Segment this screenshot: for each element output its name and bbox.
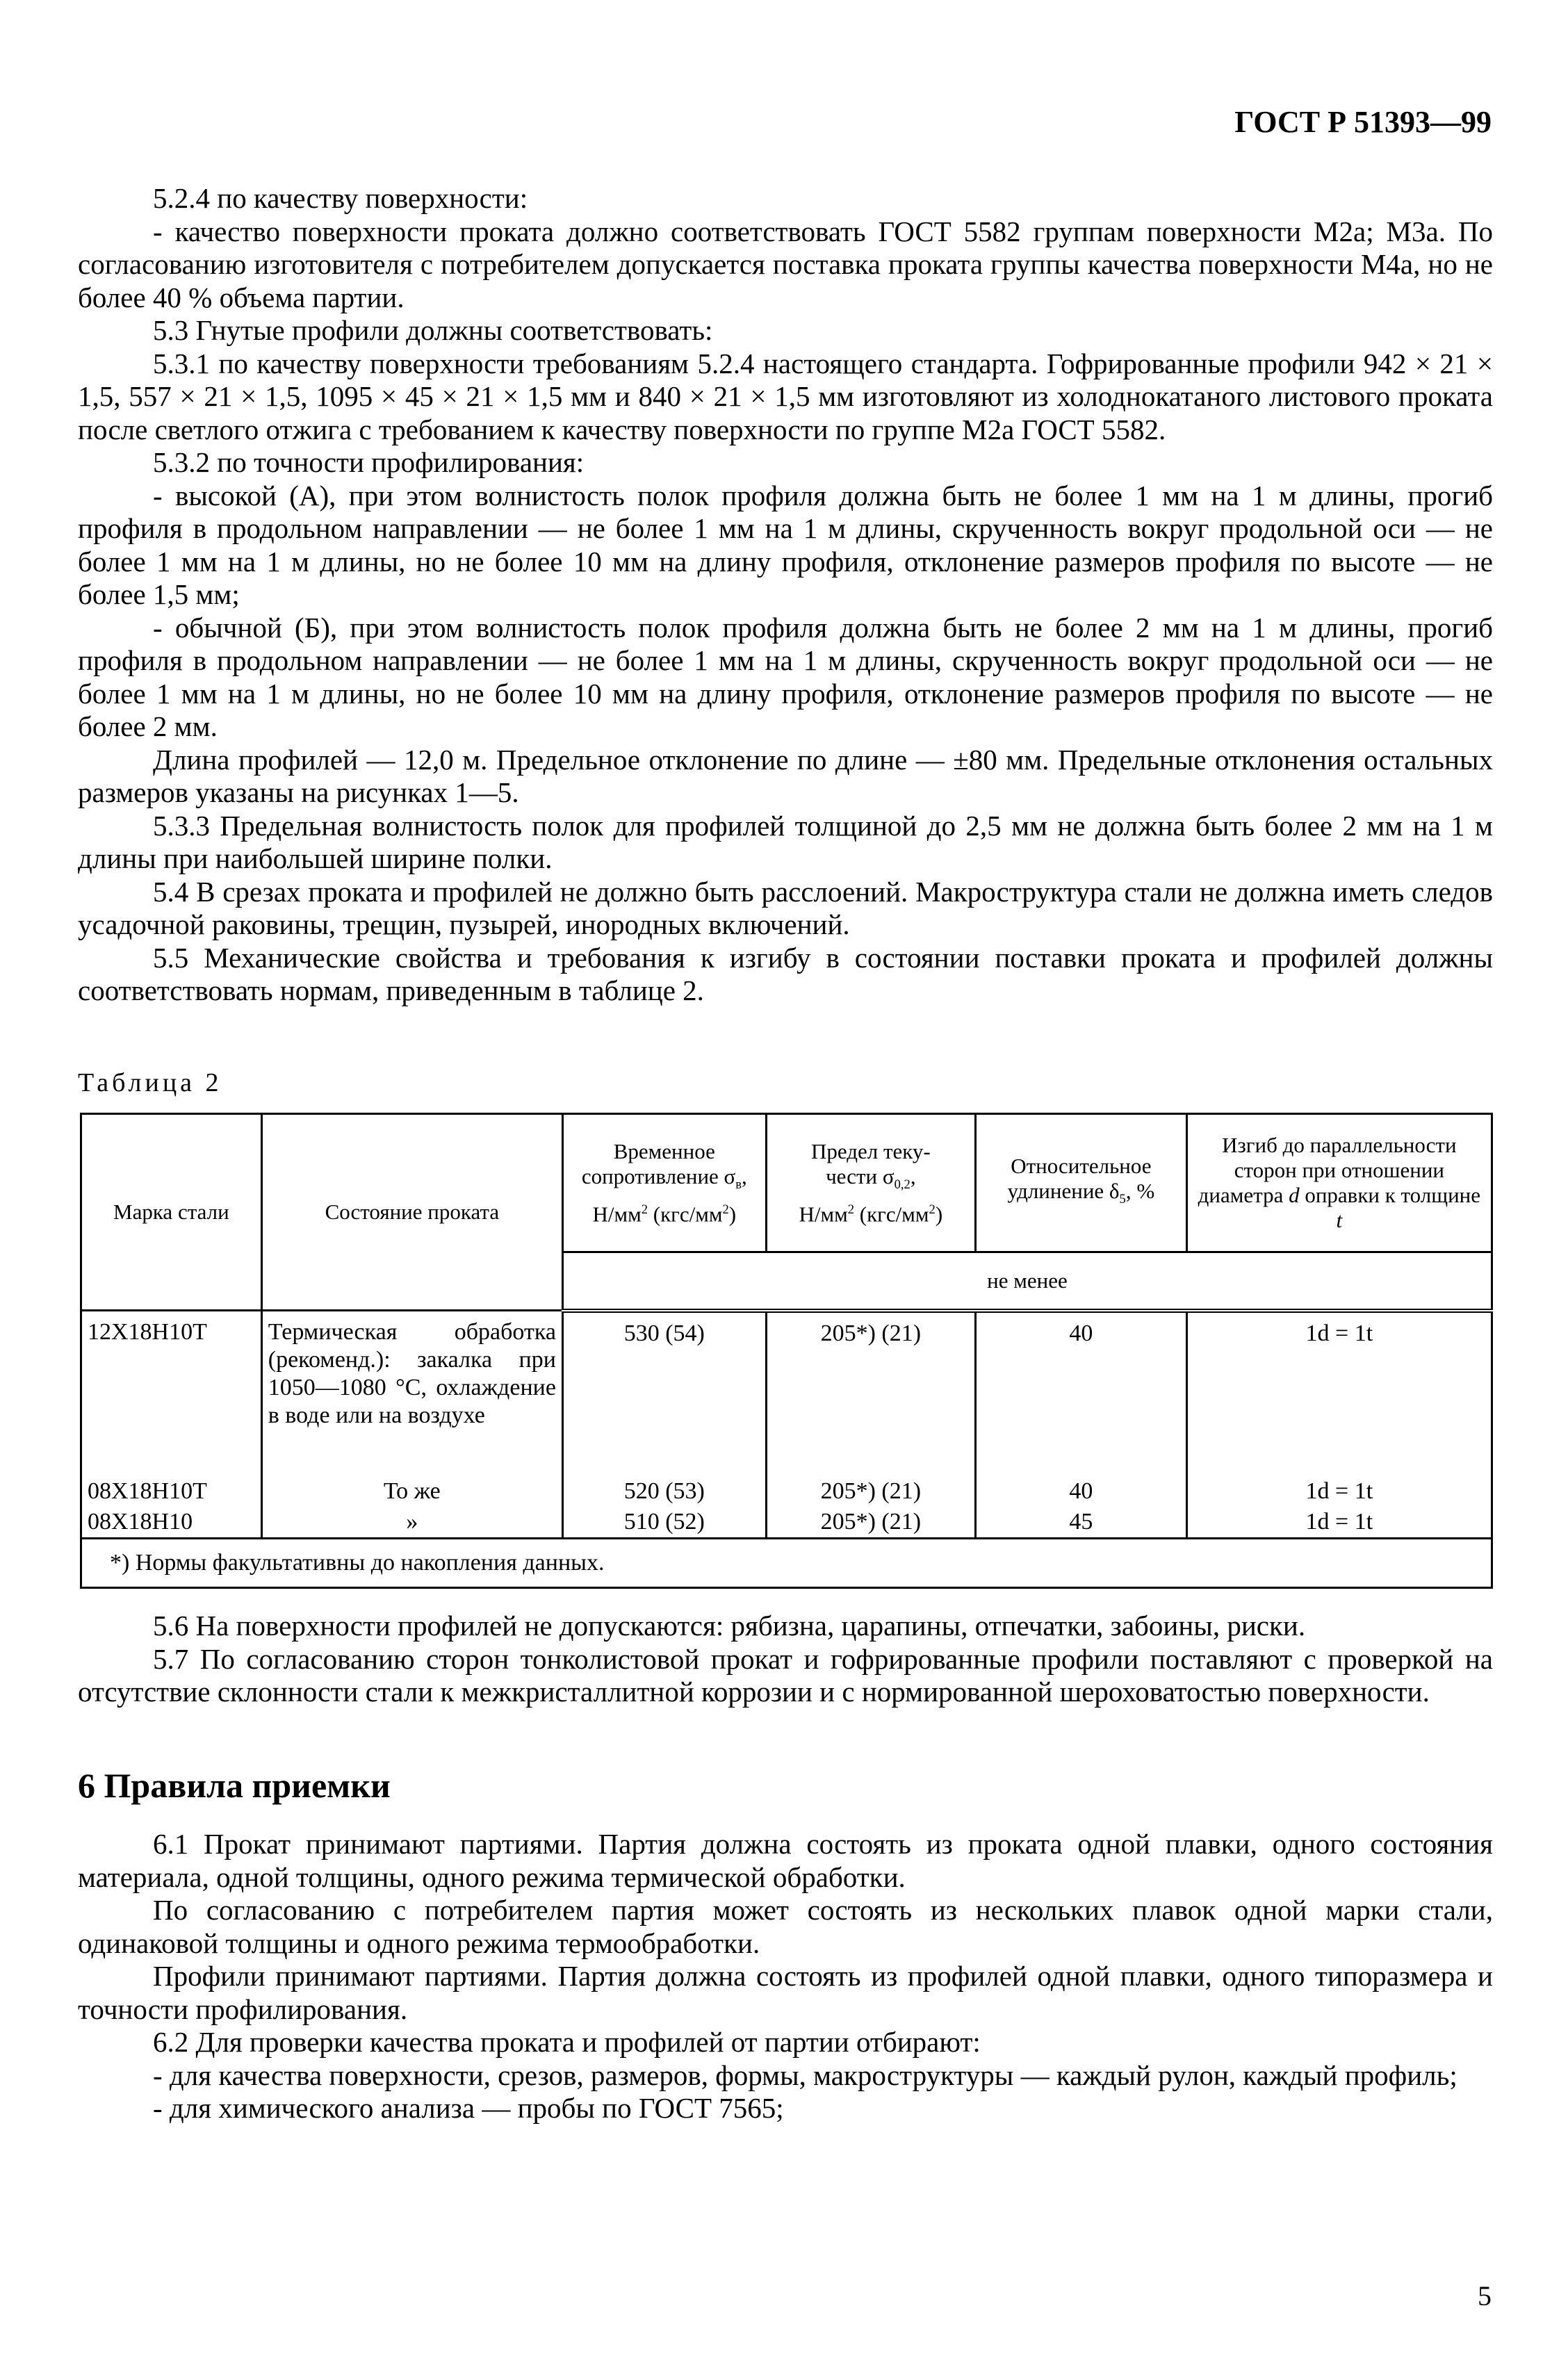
table-caption: Таблица 2 xyxy=(78,1068,222,1097)
table-cell: То же xyxy=(261,1476,562,1507)
header-elongation: Относительное удлинение $\delta_5$, % xyxy=(976,1114,1187,1252)
table-footnote: *) Нормы факультативны до накопления данных. xyxy=(81,1538,1492,1587)
table-cell: » xyxy=(261,1507,562,1539)
section-5-2-text xyxy=(78,182,1493,1008)
paragraph: Длина профилей — 12,0 м. Предельное отклонение по длине — ±80 мм. Предельные отклонения остальных размеров указаны на рисунках 1—5. xyxy=(78,743,1493,808)
header-tensile: Временное сопротивление $\sigma_в$, $Н/мм^2$ $(кгс/мм^2)$ xyxy=(562,1114,766,1252)
table-row xyxy=(81,1507,1492,1539)
paragraph: - для химического анализа — пробы по ГОСТ 7565; xyxy=(153,2092,784,2124)
table-2 xyxy=(80,1113,1493,1589)
section-6-text xyxy=(78,1828,1493,2125)
paragraph: - обычной (Б), при этом волнистость полок профиля должна быть не более 2 мм на 1 м длины, прогиб профиля в продольном направлении — не более 1 мм на 1 м длины, скрученность вокруг продольной оси — не более 1 мм на 1 м длины, но не более 10 мм на длину профиля, отклонение размеров профиля по высоте — не более 2 мм. xyxy=(78,611,1493,742)
table-cell: 205*) (21) xyxy=(766,1476,975,1507)
table-cell: 1d = 1t xyxy=(1186,1476,1492,1507)
table-cell: 40 xyxy=(976,1476,1187,1507)
table-cell: 12Х18Н10Т xyxy=(81,1311,262,1476)
paragraph: 5.3 Гнутые профили должны соответствовать: xyxy=(153,314,713,346)
paragraph: 6.2 Для проверки качества проката и профилей от партии отбирают: xyxy=(153,2026,981,2058)
document-code: ГОСТ Р 51393—99 xyxy=(1234,105,1492,139)
section-5-6-text xyxy=(78,1610,1493,1709)
section-6-heading: 6 Правила приемки xyxy=(78,1766,391,1805)
subheader-min: не менее xyxy=(562,1252,1492,1311)
table-cell: Термическая обработка (рекоменд.): закалка при 1050—1080 °С, охлаждение в воде или на воздухе xyxy=(261,1311,562,1476)
header-bend: Изгиб до параллельности сторон при отношении диаметра d оправки к толщине t xyxy=(1186,1114,1492,1252)
page-number: 5 xyxy=(1478,2280,1492,2312)
table-cell: 520 (53) xyxy=(562,1476,766,1507)
table-cell: 45 xyxy=(976,1507,1187,1539)
paragraph: - для качества поверхности, срезов, размеров, формы, макроструктуры — каждый рулон, каждый профиль; xyxy=(153,2059,1457,2091)
header-yield: Предел теку- чести $\sigma_{0,2}$, $Н/мм^2$ $(кгс/мм^2)$ xyxy=(766,1114,975,1252)
paragraph: 5.6 На поверхности профилей не допускаются: рябизна, царапины, отпечатки, забоины, риски. xyxy=(153,1610,1306,1642)
table-cell: 40 xyxy=(976,1311,1187,1476)
table-cell: 08Х18Н10Т xyxy=(81,1476,262,1507)
paragraph: Профили принимают партиями. Партия должна состоять из профилей одной плавки, одного типоразмера и точности профилирования. xyxy=(78,1960,1493,2025)
paragraph: 5.3.3 Предельная волнистость полок для профилей толщиной до 2,5 мм не должна быть более 2 мм на 1 м длины при наибольшей ширине полки. xyxy=(78,809,1493,874)
paragraph: 5.5 Механические свойства и требования к изгибу в состоянии поставки проката и профилей должны соответствовать нормам, приведенным в таблице 2. xyxy=(78,941,1493,1006)
header-steel-grade: Марка стали xyxy=(81,1114,262,1311)
paragraph: - качество поверхности проката должно соответствовать ГОСТ 5582 группам поверхности М2а; М3а. По согласованию изготовителя с потребителем допускается поставка проката группы качества поверхности М4а, но не более 40 % объема партии. xyxy=(78,215,1493,313)
paragraph: 5.3.1 по качеству поверхности требованиям 5.2.4 настоящего стандарта. Гофрированные профили 942 × 21 × 1,5, 557 × 21 × 1,5, 1095 × 45 × 21 × 1,5 мм и 840 × 21 × 1,5 мм изготовляют из холоднокатаного листового проката после светлого отжига с требованием к качеству поверхности по группе М2а ГОСТ 5582. xyxy=(78,347,1493,445)
table-row xyxy=(81,1476,1492,1507)
table-cell: 08Х18Н10 xyxy=(81,1507,262,1539)
table-cell: 1d = 1t xyxy=(1186,1311,1492,1476)
paragraph: 5.3.2 по точности профилирования: xyxy=(153,446,585,478)
paragraph: 5.4 В срезах проката и профилей не должно быть расслоений. Макроструктура стали не должна иметь следов усадочной раковины, трещин, пузырей, инородных включений. xyxy=(78,875,1493,940)
table-cell: 530 (54) xyxy=(562,1311,766,1476)
table-cell: 205*) (21) xyxy=(766,1507,975,1539)
header-condition: Состояние проката xyxy=(261,1114,562,1311)
paragraph: 5.2.4 по качеству поверхности: xyxy=(153,182,528,214)
paragraph: 6.1 Прокат принимают партиями. Партия должна состоять из проката одной плавки, одного состояния материала, одной толщины, одного режима термической обработки. xyxy=(78,1828,1493,1893)
paragraph: - высокой (А), при этом волнистость полок профиля должна быть не более 1 мм на 1 м длины, прогиб профиля в продольном направлении — не более 1 мм на 1 м длины, скрученность вокруг продольной оси — не более 1 мм на 1 м длины, но не более 10 мм на длину профиля, отклонение размеров профиля по высоте — не более 1,5 мм; xyxy=(78,479,1493,610)
paragraph: По согласованию с потребителем партия может состоять из нескольких плавок одной марки стали, одинаковой толщины и одного режима термообработки. xyxy=(78,1894,1493,1959)
table-cell: 510 (52) xyxy=(562,1507,766,1539)
table-cell: 205*) (21) xyxy=(766,1311,975,1476)
table-cell: 1d = 1t xyxy=(1186,1507,1492,1539)
table-row xyxy=(81,1311,1492,1476)
paragraph: 5.7 По согласованию сторон тонколистовой прокат и гофрированные профили поставляют с проверкой на отсутствие склонности стали к межкристаллитной коррозии и с нормированной шероховатостью поверхности. xyxy=(78,1642,1493,1708)
